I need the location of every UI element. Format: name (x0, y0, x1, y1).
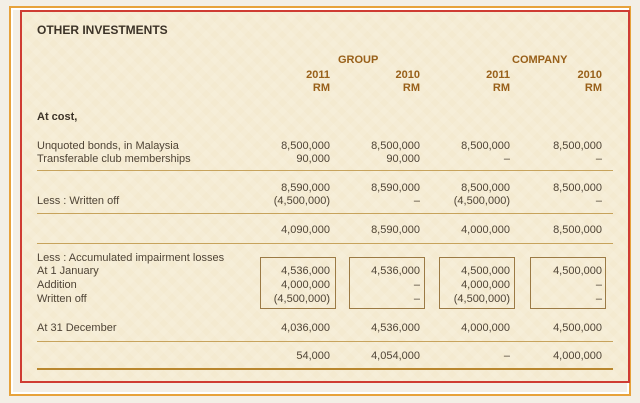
cell: (4,500,000) (273, 195, 330, 207)
cell: 8,500,000 (461, 182, 510, 194)
cell: 4,500,000 (461, 265, 510, 277)
cell: – (595, 195, 602, 207)
cell: 4,000,000 (461, 322, 510, 334)
cell: – (503, 153, 510, 165)
cell: 4,536,000 (281, 265, 330, 277)
cell: 8,590,000 (371, 182, 420, 194)
cell: 4,500,000 (553, 265, 602, 277)
company-header: COMPANY (512, 54, 568, 66)
row-label: Unquoted bonds, in Malaysia (37, 140, 179, 152)
row-label: Addition (37, 279, 77, 291)
cell: 4,054,000 (371, 350, 420, 362)
row-label: Written off (37, 293, 87, 305)
group-header: GROUP (338, 54, 379, 66)
cell: 90,000 (386, 153, 420, 165)
col3-year: 2011 (486, 69, 510, 81)
divider (37, 170, 613, 171)
cell: 8,590,000 (371, 224, 420, 236)
cell: 8,500,000 (553, 182, 602, 194)
cell: 8,500,000 (281, 140, 330, 152)
cell: – (595, 279, 602, 291)
cell: – (413, 279, 420, 291)
cell: 8,500,000 (553, 224, 602, 236)
row-label: At 1 January (37, 265, 99, 277)
cell: 54,000 (296, 350, 330, 362)
divider (37, 341, 613, 342)
cell: 4,536,000 (371, 322, 420, 334)
other-investments-panel (20, 10, 630, 383)
cell: 8,500,000 (553, 140, 602, 152)
cell: – (413, 293, 420, 305)
divider (37, 213, 613, 214)
row-label: At 31 December (37, 322, 117, 334)
cell: 8,590,000 (281, 182, 330, 194)
page-title: OTHER INVESTMENTS (37, 23, 168, 37)
row-label: Less : Accumulated impairment losses (37, 252, 225, 264)
cell: 4,500,000 (553, 322, 602, 334)
cell: 4,536,000 (371, 265, 420, 277)
col2-unit: RM (402, 82, 420, 94)
cell: 8,500,000 (461, 140, 510, 152)
cell: – (413, 195, 420, 207)
cell: (4,500,000) (273, 293, 330, 305)
cell: 4,000,000 (461, 279, 510, 291)
cell: 90,000 (296, 153, 330, 165)
cell: – (595, 153, 602, 165)
cell: 4,000,000 (461, 224, 510, 236)
divider (37, 243, 613, 244)
cell: 4,036,000 (281, 322, 330, 334)
row-label: Less : Written off (37, 195, 120, 207)
col2-year: 2010 (395, 69, 420, 81)
col1-unit: RM (312, 82, 330, 94)
cell: 8,500,000 (371, 140, 420, 152)
cell: – (595, 293, 602, 305)
cell: (4,500,000) (453, 195, 510, 207)
cell: 4,000,000 (281, 279, 330, 291)
cell: 4,000,000 (553, 350, 602, 362)
col4-unit: RM (584, 82, 602, 94)
double-underline (37, 368, 613, 370)
row-label: Transferable club memberships (37, 153, 191, 165)
cell: – (503, 350, 510, 362)
col1-year: 2011 (306, 69, 330, 81)
cell: (4,500,000) (453, 293, 510, 305)
col3-unit: RM (492, 82, 510, 94)
row-label: At cost, (37, 111, 78, 123)
col4-year: 2010 (577, 69, 602, 81)
cell: 4,090,000 (281, 224, 330, 236)
